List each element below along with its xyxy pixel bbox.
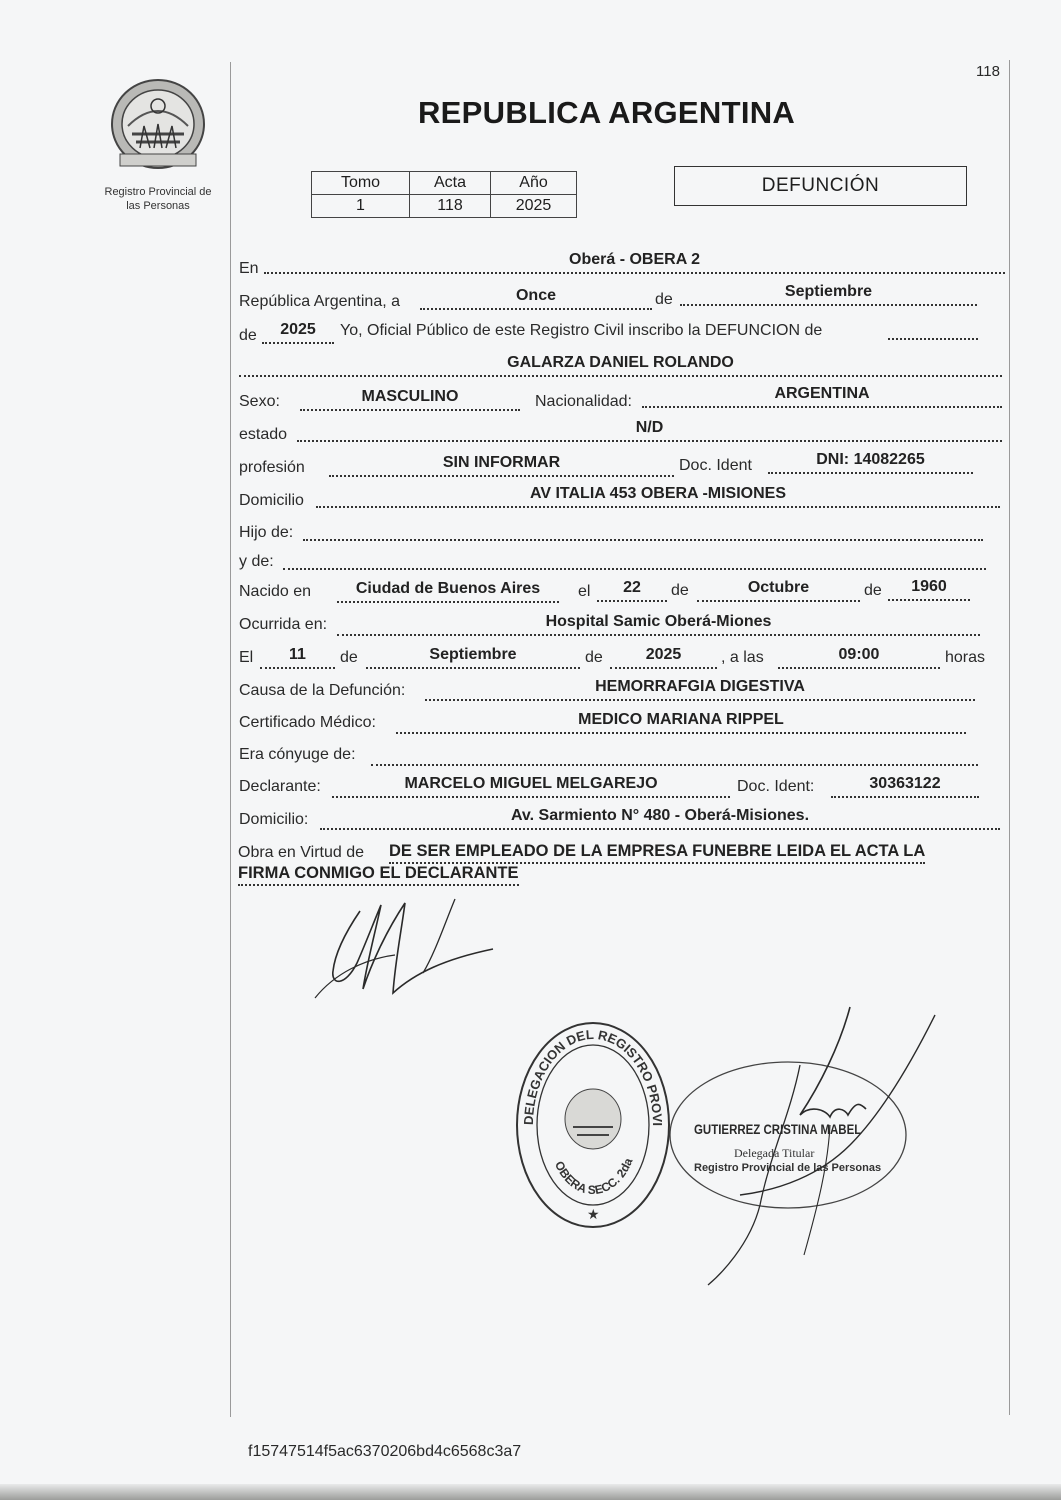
official-name: GUTIERREZ CRISTINA MABEL [694, 1122, 862, 1137]
field-def-dia [260, 647, 335, 669]
value-anio: 2025 [491, 195, 577, 218]
official-title: Delegada Titular [734, 1146, 815, 1160]
document-hash: f15747514f5ac6370206bd4c6568c3a7 [248, 1443, 522, 1460]
field-nac-anio [888, 579, 970, 601]
header-anio: Año [491, 172, 577, 195]
value-tomo: 1 [312, 195, 410, 218]
value-acta: 118 [410, 195, 491, 218]
value-declarante: MARCELO MIGUEL MELGAREJO [404, 775, 658, 792]
field-nacionalidad [642, 386, 1002, 408]
field-fallecido [239, 355, 1002, 377]
label-de-mes: de [655, 291, 673, 308]
field-nac-mes [697, 580, 860, 602]
official-org: Registro Provincial de las Personas [694, 1162, 882, 1174]
field-ocurrida-en [337, 614, 980, 636]
label-profesion: profesión [239, 459, 305, 476]
value-mes: Septiembre [784, 283, 873, 300]
right-margin-line [1009, 60, 1010, 1415]
record-table [311, 171, 577, 218]
label-estado: estado [239, 426, 288, 443]
value-nac-dia: 22 [623, 579, 641, 596]
field-def-mes [366, 647, 580, 669]
value-fallecido: GALARZA DANIEL ROLANDO [507, 354, 734, 371]
logo-caption-line1: Registro Provincial de [104, 186, 212, 198]
value-nac-anio: 1960 [911, 578, 947, 595]
value-def-mes: Septiembre [429, 646, 517, 663]
stamp-round-text: DELEGACION DEL REGISTRO PROVI [520, 1026, 666, 1127]
label-de-nac-mes: de [671, 582, 689, 599]
value-nacido-en: Ciudad de Buenos Aires [355, 580, 541, 597]
field-sexo [300, 389, 520, 411]
field-nac-dia [597, 580, 667, 602]
registry-stamp [513, 1019, 673, 1231]
label-de-def-mes: de [340, 649, 358, 666]
left-margin-line [230, 62, 231, 1417]
label-de-anio: de [239, 327, 257, 344]
field-declarante [332, 776, 730, 798]
logo-caption [82, 185, 234, 213]
label-y-de: y de: [239, 553, 274, 570]
label-certificado: Certificado Médico: [239, 714, 376, 731]
field-documento [768, 452, 973, 474]
field-domicilio-declarante [320, 808, 1000, 830]
value-nacionalidad: ARGENTINA [774, 385, 870, 402]
field-y-de [283, 548, 986, 570]
field-profesion [329, 455, 674, 477]
value-domicilio-declarante: Av. Sarmiento N° 480 - Oberá-Misiones. [510, 807, 810, 824]
label-ocurrida-en: Ocurrida en: [239, 616, 328, 633]
field-inscribo-fill [888, 318, 978, 340]
value-obra-linea1: DE SER EMPLEADO DE LA EMPRESA FUNEBRE LEIDA EL ACTA LA [389, 842, 925, 864]
field-estado [297, 420, 1002, 442]
value-causa: HEMORRAFGIA DIGESTIVA [595, 678, 805, 695]
label-el-nac: el [578, 583, 591, 600]
field-mes [680, 284, 977, 306]
value-documento: DNI: 14082265 [816, 451, 925, 468]
label-nacido-en: Nacido en [239, 583, 312, 600]
field-doc-declarante [831, 776, 979, 798]
record-table-value-row [312, 195, 577, 218]
field-conyuge [371, 744, 978, 766]
label-doc-ident-decl: Doc. Ident: [737, 778, 815, 795]
value-hora: 09:00 [838, 646, 880, 663]
label-obra: Obra en Virtud de [238, 844, 365, 861]
stamp-inner-text: OBERA SECC. 2da [551, 1155, 636, 1198]
field-hijo-de [303, 519, 983, 541]
label-inscribo: Yo, Oficial Público de este Registro Civil inscribo la DEFUNCION de [340, 322, 823, 339]
field-nacido-en [337, 581, 559, 603]
official-signature [700, 1005, 940, 1290]
label-declarante: Declarante: [239, 778, 321, 795]
field-def-anio [610, 647, 717, 669]
header-tomo: Tomo [312, 172, 410, 195]
label-doc-ident: Doc. Ident [679, 457, 752, 474]
field-certificado [396, 712, 966, 734]
label-de-def-anio: de [585, 649, 603, 666]
label-hijo-de: Hijo de: [239, 524, 294, 541]
value-anio-registro: 2025 [280, 321, 316, 338]
value-nac-mes: Octubre [747, 579, 810, 596]
label-horas: horas [945, 649, 986, 666]
label-causa: Causa de la Defunción: [239, 682, 406, 699]
record-table-header-row [312, 172, 577, 195]
value-ocurrida-en: Hospital Samic Oberá-Miones [545, 613, 772, 630]
value-doc-declarante: 30363122 [869, 775, 941, 792]
field-hora [778, 647, 940, 669]
label-de-nac-anio: de [864, 582, 882, 599]
label-sexo: Sexo: [239, 393, 280, 410]
value-certificado: MEDICO MARIANA RIPPEL [578, 711, 784, 728]
misiones-logo [108, 76, 208, 172]
label-domicilio: Domicilio [239, 492, 304, 509]
value-def-anio: 2025 [645, 646, 682, 663]
value-estado: N/D [635, 419, 664, 436]
value-domicilio: AV ITALIA 453 OBERA -MISIONES [529, 485, 787, 502]
header-acta: Acta [410, 172, 491, 195]
label-el-def: El [239, 649, 254, 666]
value-sexo: MASCULINO [361, 388, 459, 405]
label-domicilio-decl: Domicilio: [239, 811, 309, 828]
label-nacionalidad: Nacionalidad: [535, 393, 632, 410]
label-republica: República Argentina, a [239, 293, 400, 310]
label-en: En [239, 260, 259, 277]
page-bottom-edge [0, 1484, 1061, 1500]
value-dia: Once [515, 287, 556, 304]
value-obra-linea2: FIRMA CONMIGO EL DECLARANTE [238, 864, 519, 886]
label-conyuge: Era cónyuge de: [239, 746, 356, 763]
record-type: DEFUNCIÓN [761, 175, 880, 196]
svg-text:★: ★ [587, 1206, 600, 1222]
record-type-box [674, 166, 967, 206]
logo-caption-line2: las Personas [126, 200, 190, 212]
field-domicilio [316, 486, 1000, 508]
value-lugar: Oberá - OBERA 2 [569, 251, 700, 268]
field-lugar [264, 252, 1005, 274]
page-number: 118 [976, 63, 1000, 80]
field-dia [420, 288, 652, 310]
page-title: REPUBLICA ARGENTINA [418, 95, 796, 130]
label-a-las: , a las [721, 649, 764, 666]
value-def-dia: 11 [289, 646, 306, 663]
field-anio [262, 322, 334, 344]
field-causa [425, 679, 975, 701]
declarant-signature [305, 893, 505, 1013]
value-profesion: SIN INFORMAR [442, 454, 561, 471]
